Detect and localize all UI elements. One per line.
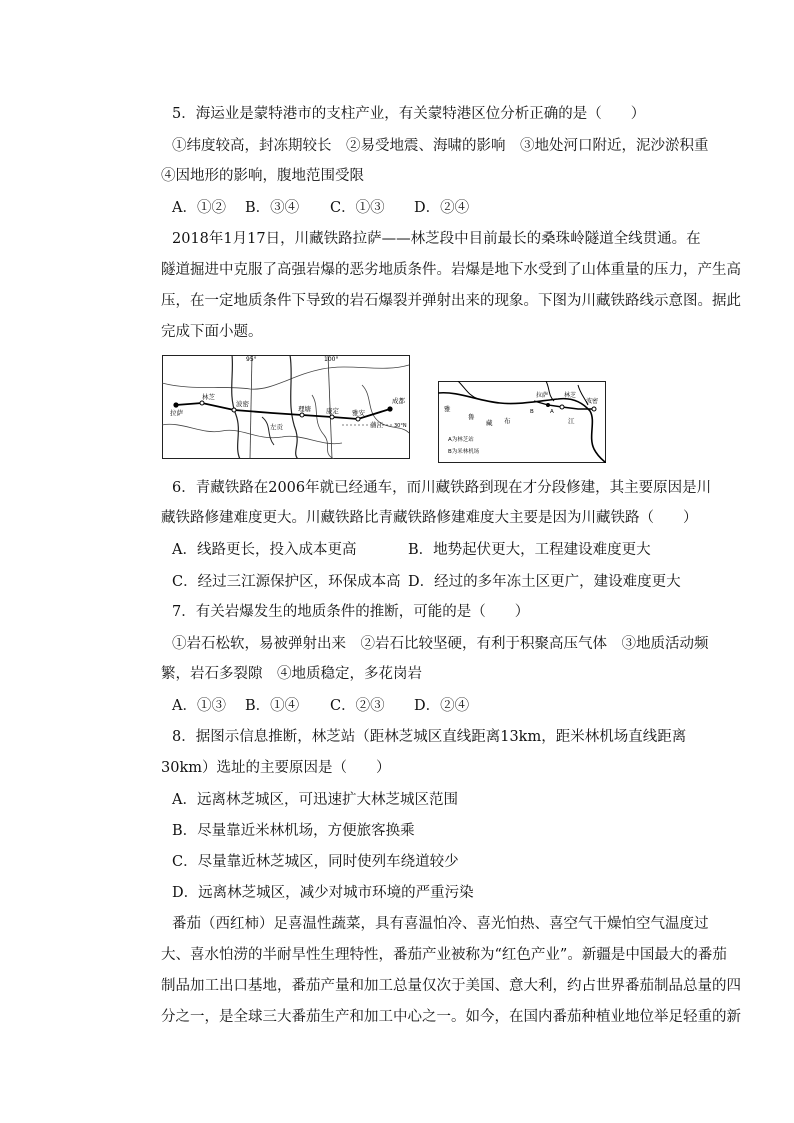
lon-95-label: 95° <box>246 356 257 363</box>
q8-option-d: D．远离林芝城区，减少对城市环境的严重污染 <box>172 885 474 901</box>
passage2-line1: 番茄（西红柿）足喜温性蔬菜，具有喜温怕冷、喜光怕热、喜空气干燥怕空气温度过 <box>172 916 709 932</box>
river-char-jiang: 江 <box>568 417 575 425</box>
legend-b: B为米林机场 <box>448 449 480 455</box>
q8-stem-line1: 8．据图示信息推断，林芝站（距林芝城区直线距离13km，距米林机场直线距离 <box>172 729 687 745</box>
place-lasa: 拉萨 <box>170 409 183 417</box>
river-char-lu: 鲁 <box>468 413 475 421</box>
marker-a: A <box>550 409 554 415</box>
q5-items-line2: ④因地形的影响，腹地范围受限 <box>161 168 364 184</box>
place-kangding: 康定 <box>326 407 339 415</box>
legend-a: A为林芝站 <box>448 437 474 443</box>
railway-map-left <box>162 355 410 459</box>
q7-items-line2: 繁，岩石多裂隙 ④地质稳定，多花岗岩 <box>161 666 422 682</box>
q6-stem-line1: 6．青藏铁路在2006年就已经通车，而川藏铁路到现在才分段修建，其主要原因是川 <box>172 480 712 496</box>
q7-option-b: B．①④ <box>245 698 300 714</box>
river-char-bu: 布 <box>504 417 511 425</box>
q7-option-a: A．①③ <box>172 698 226 714</box>
q7-option-d: D．②④ <box>414 698 470 714</box>
q6-stem-line2: 藏铁路修建难度更大。川藏铁路比青藏铁路修建难度大主要是因为川藏铁路（ ） <box>161 510 698 526</box>
passage2-line3: 制品加工出口基地，番茄产量和加工总量仅次于美国、意大利，约占世界番茄制品总量的四 <box>161 978 741 994</box>
place-linzhi: 林芝 <box>202 393 215 401</box>
railway-map-right <box>438 381 606 463</box>
lat-30-label: 30°N <box>394 423 407 429</box>
q8-stem-line2: 30km）选址的主要原因是（ ） <box>161 760 391 776</box>
place-yaan: 雅安 <box>352 409 365 417</box>
q5-items-line1: ①纬度较高，封冻期较长 ②易受地震、海啸的影响 ③地处河口附近，泥沙淤积重 <box>172 138 709 154</box>
q6-option-a: A．线路更长，投入成本更高 <box>172 542 357 558</box>
q5-option-a: A．①② <box>172 200 226 216</box>
place-litang: 理塘 <box>298 405 311 413</box>
q7-option-c: C．②③ <box>330 698 385 714</box>
passage1-line3: 压，在一定地质条件下导致的岩石爆裂并弹射出来的现象。下图为川藏铁路线示意图。据此 <box>161 293 741 309</box>
place-chengdu: 成都 <box>392 397 405 405</box>
passage2-line2: 大、喜水怕涝的半耐旱性生理特性，番茄产业被称为“红色产业”。新疆是中国最大的番茄 <box>161 947 727 963</box>
q8-option-a: A．远离林芝城区，可迅速扩大林芝城区范围 <box>172 792 458 808</box>
passage1-line4: 完成下面小题。 <box>161 324 263 340</box>
place-bomi: 波密 <box>236 400 249 408</box>
river-char-ya: 雅 <box>444 405 451 413</box>
q5-option-b: B．③④ <box>245 200 300 216</box>
q7-items-line1: ①岩石松软，易被弹射出来 ②岩石比较坚硬，有利于积聚高压气体 ③地质活动频 <box>172 636 709 652</box>
q8-option-c: C．尽量靠近林芝城区，同时使列车绕道较少 <box>172 854 459 870</box>
q8-option-b: B．尽量靠近米林机场，方便旅客换乘 <box>172 823 415 839</box>
passage1-line1: 2018年1月17日，川藏铁路拉萨——林芝段中目前最长的桑珠岭隧道全线贯通。在 <box>172 231 701 247</box>
place-pujiang: 蒲江 <box>370 421 383 429</box>
passage2-line4: 分之一，是全球三大番茄生产和加工中心之一。如今，在国内番茄种植业地位举足轻重的新 <box>161 1009 741 1025</box>
place-linzhi-right: 林芝 <box>564 392 577 399</box>
q6-option-b: B．地势起伏更大，工程建设难度更大 <box>408 542 651 558</box>
passage1-line2: 隧道掘进中克服了高强岩爆的恶劣地质条件。岩爆是地下水受到了山体重量的压力，产生高 <box>161 262 741 278</box>
q5-stem: 5．海运业是蒙特港市的支柱产业，有关蒙特港区位分析正确的是（ ） <box>172 106 646 122</box>
q5-option-c: C．①③ <box>330 200 385 216</box>
q5-option-d: D．②④ <box>414 200 470 216</box>
q6-option-d: D．经过的多年冻土区更广，建设难度更大 <box>408 574 681 590</box>
place-zuogong: 左贡 <box>270 423 283 431</box>
q6-option-c: C．经过三江源保护区，环保成本高 <box>172 574 401 590</box>
marker-b: B <box>530 409 534 415</box>
place-bomi-right: 波密 <box>586 398 599 405</box>
lon-100-label: 100° <box>324 356 339 363</box>
q7-stem: 7．有关岩爆发生的地质条件的推断，可能的是（ ） <box>172 604 530 620</box>
river-char-zang: 藏 <box>486 419 493 427</box>
place-lasa-right: 拉萨 <box>536 392 549 399</box>
